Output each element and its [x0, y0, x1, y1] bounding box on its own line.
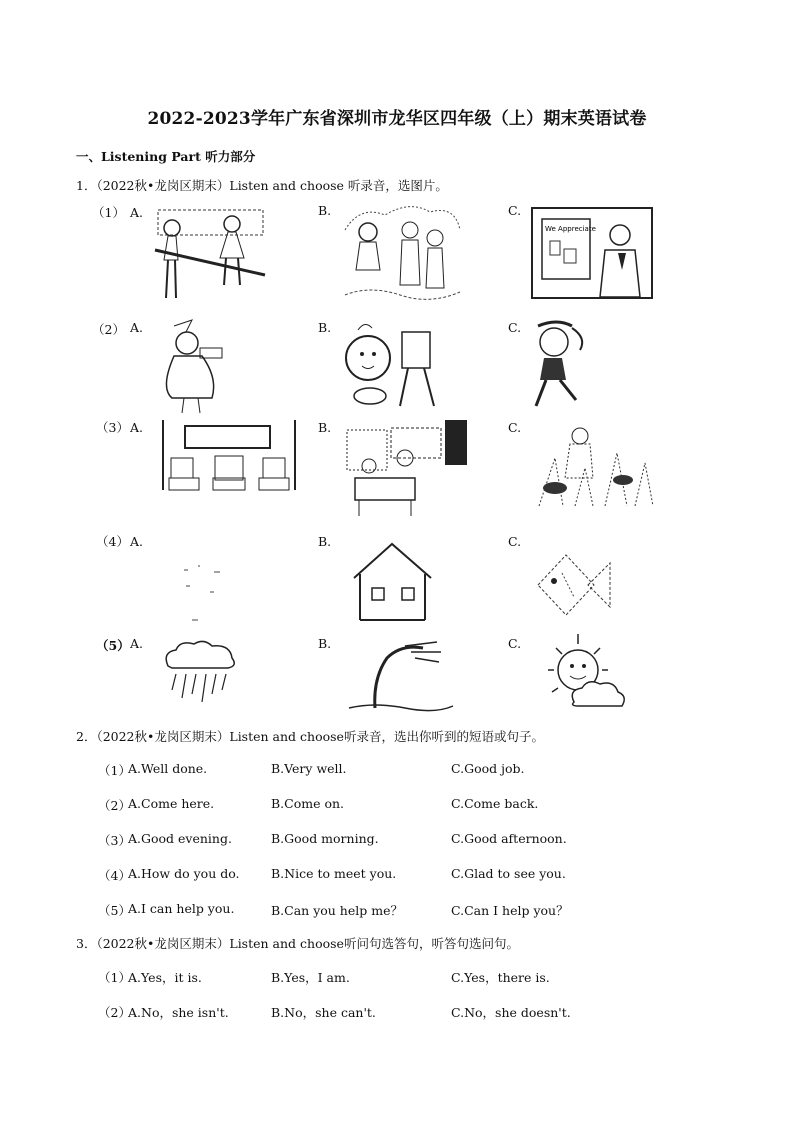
q1-row-3-number: （3） — [96, 420, 129, 435]
q2-row-3-option-b: B.Good morning. — [271, 831, 379, 846]
q1-row-4-number: （4） — [96, 534, 129, 549]
poster-text: We Appreciate — [545, 225, 596, 233]
q2-row-4-option-b: B.Nice to meet you. — [271, 866, 397, 881]
q1-row-4-image-a-faint-marks — [178, 560, 228, 630]
q1-row-3-option-c-label: C. — [508, 420, 522, 435]
q1-row-1-option-c-label: C. — [508, 203, 522, 218]
q1-row-3-image-b-library — [345, 418, 473, 518]
q3-row-2-option-c: C.No，she doesn't. — [451, 1005, 571, 1020]
q1-row-1-number: （1） — [92, 205, 125, 220]
q2-row-2-option-c: C.Come back. — [451, 796, 539, 811]
q1-row-2-option-a-label: A. — [130, 320, 144, 335]
q1-row-3-option-b-label: B. — [318, 420, 332, 435]
q2-row-2-option-a: A.Come here. — [128, 796, 215, 811]
q2-row-4-option-c: C.Glad to see you. — [451, 866, 566, 881]
q2-row-4-number: （4） — [98, 868, 131, 883]
q3-row-1-option-b: B.Yes，I am. — [271, 970, 350, 985]
q1-row-4-image-c-fish — [532, 545, 612, 625]
q1-row-1-option-a-label: A. — [130, 205, 144, 220]
q1-row-3-image-a-classroom — [155, 418, 303, 503]
q2-row-1-option-a: A.Well done. — [128, 761, 208, 776]
q2-row-5-option-b: B.Can you help me？ — [271, 903, 403, 918]
q3-row-2-option-a: A.No，she isn't. — [128, 1005, 229, 1020]
q3-row-1-option-a: A.Yes，it is. — [128, 970, 202, 985]
q3-row-2-option-b: B.No，she can't. — [271, 1005, 376, 1020]
q1-row-3-option-a-label: A. — [130, 420, 144, 435]
q1-row-2-image-b-boy-painting — [340, 318, 445, 410]
q1-row-4-option-a-label: A. — [130, 534, 144, 549]
q1-row-5-option-a-label: A. — [130, 636, 144, 651]
q1-row-2-image-c-girl-running — [532, 318, 602, 416]
q2-row-1-option-b: B.Very well. — [271, 761, 347, 776]
q2-row-5-number: （5） — [98, 903, 131, 918]
q1-row-5-option-c-label: C. — [508, 636, 522, 651]
page-title: 2022-2023学年广东省深圳市龙华区四年级（上）期末英语试卷 — [147, 109, 647, 129]
q1-row-1-image-b-group-outdoors — [340, 200, 465, 305]
q2-row-5-option-a: A.I can help you. — [128, 901, 235, 916]
q2-row-2-option-b: B.Come on. — [271, 796, 345, 811]
q1-row-2-option-b-label: B. — [318, 320, 332, 335]
q2-row-3-option-a: A.Good evening. — [128, 831, 232, 846]
q1-row-2-number: （2） — [92, 322, 125, 337]
q2-row-1-number: （1） — [98, 763, 131, 778]
q1-row-1-option-b-label: B. — [318, 203, 332, 218]
q3-row-2-number: （2） — [98, 1005, 131, 1020]
q1-row-5-option-b-label: B. — [318, 636, 332, 651]
q1-row-1-image-a-kids-measuring — [150, 200, 270, 305]
q2-row-3-option-c: C.Good afternoon. — [451, 831, 567, 846]
q1-row-1-image-c-teacher-board — [530, 205, 655, 300]
question-1-prompt: 1．（2022秋•龙岗区期末）Listen and choose 听录音，选图片。 — [76, 178, 448, 193]
q1-row-5-image-a-rain-cloud — [158, 638, 240, 708]
q1-row-2-option-c-label: C. — [508, 320, 522, 335]
q1-row-3-image-c-garden — [535, 418, 657, 513]
q1-row-4-option-b-label: B. — [318, 534, 332, 549]
section-heading: 一、Listening Part 听力部分 — [76, 149, 256, 164]
q1-row-5-image-b-windy-tree — [345, 638, 455, 713]
q2-row-2-number: （2） — [98, 798, 131, 813]
q2-row-4-option-a: A.How do you do. — [128, 866, 240, 881]
question-3-prompt: 3．（2022秋•龙岗区期末）Listen and choose听问句选答句，听答句选问句。 — [76, 936, 519, 951]
question-2-prompt: 2．（2022秋•龙岗区期末）Listen and choose听录音，选出你听到的短语或句子。 — [76, 729, 544, 744]
q1-row-5-number: （5） — [96, 638, 130, 653]
q3-row-1-number: （1） — [98, 970, 131, 985]
q1-row-5-image-c-sun-cloud — [538, 630, 630, 712]
q2-row-5-option-c: C.Can I help you？ — [451, 903, 569, 918]
q1-row-4-image-b-house — [350, 542, 435, 622]
q2-row-1-option-c: C.Good job. — [451, 761, 525, 776]
q2-row-3-number: （3） — [98, 833, 131, 848]
q1-row-2-image-a-girl-reading — [152, 318, 237, 418]
q1-row-4-option-c-label: C. — [508, 534, 522, 549]
q3-row-1-option-c: C.Yes，there is. — [451, 970, 550, 985]
